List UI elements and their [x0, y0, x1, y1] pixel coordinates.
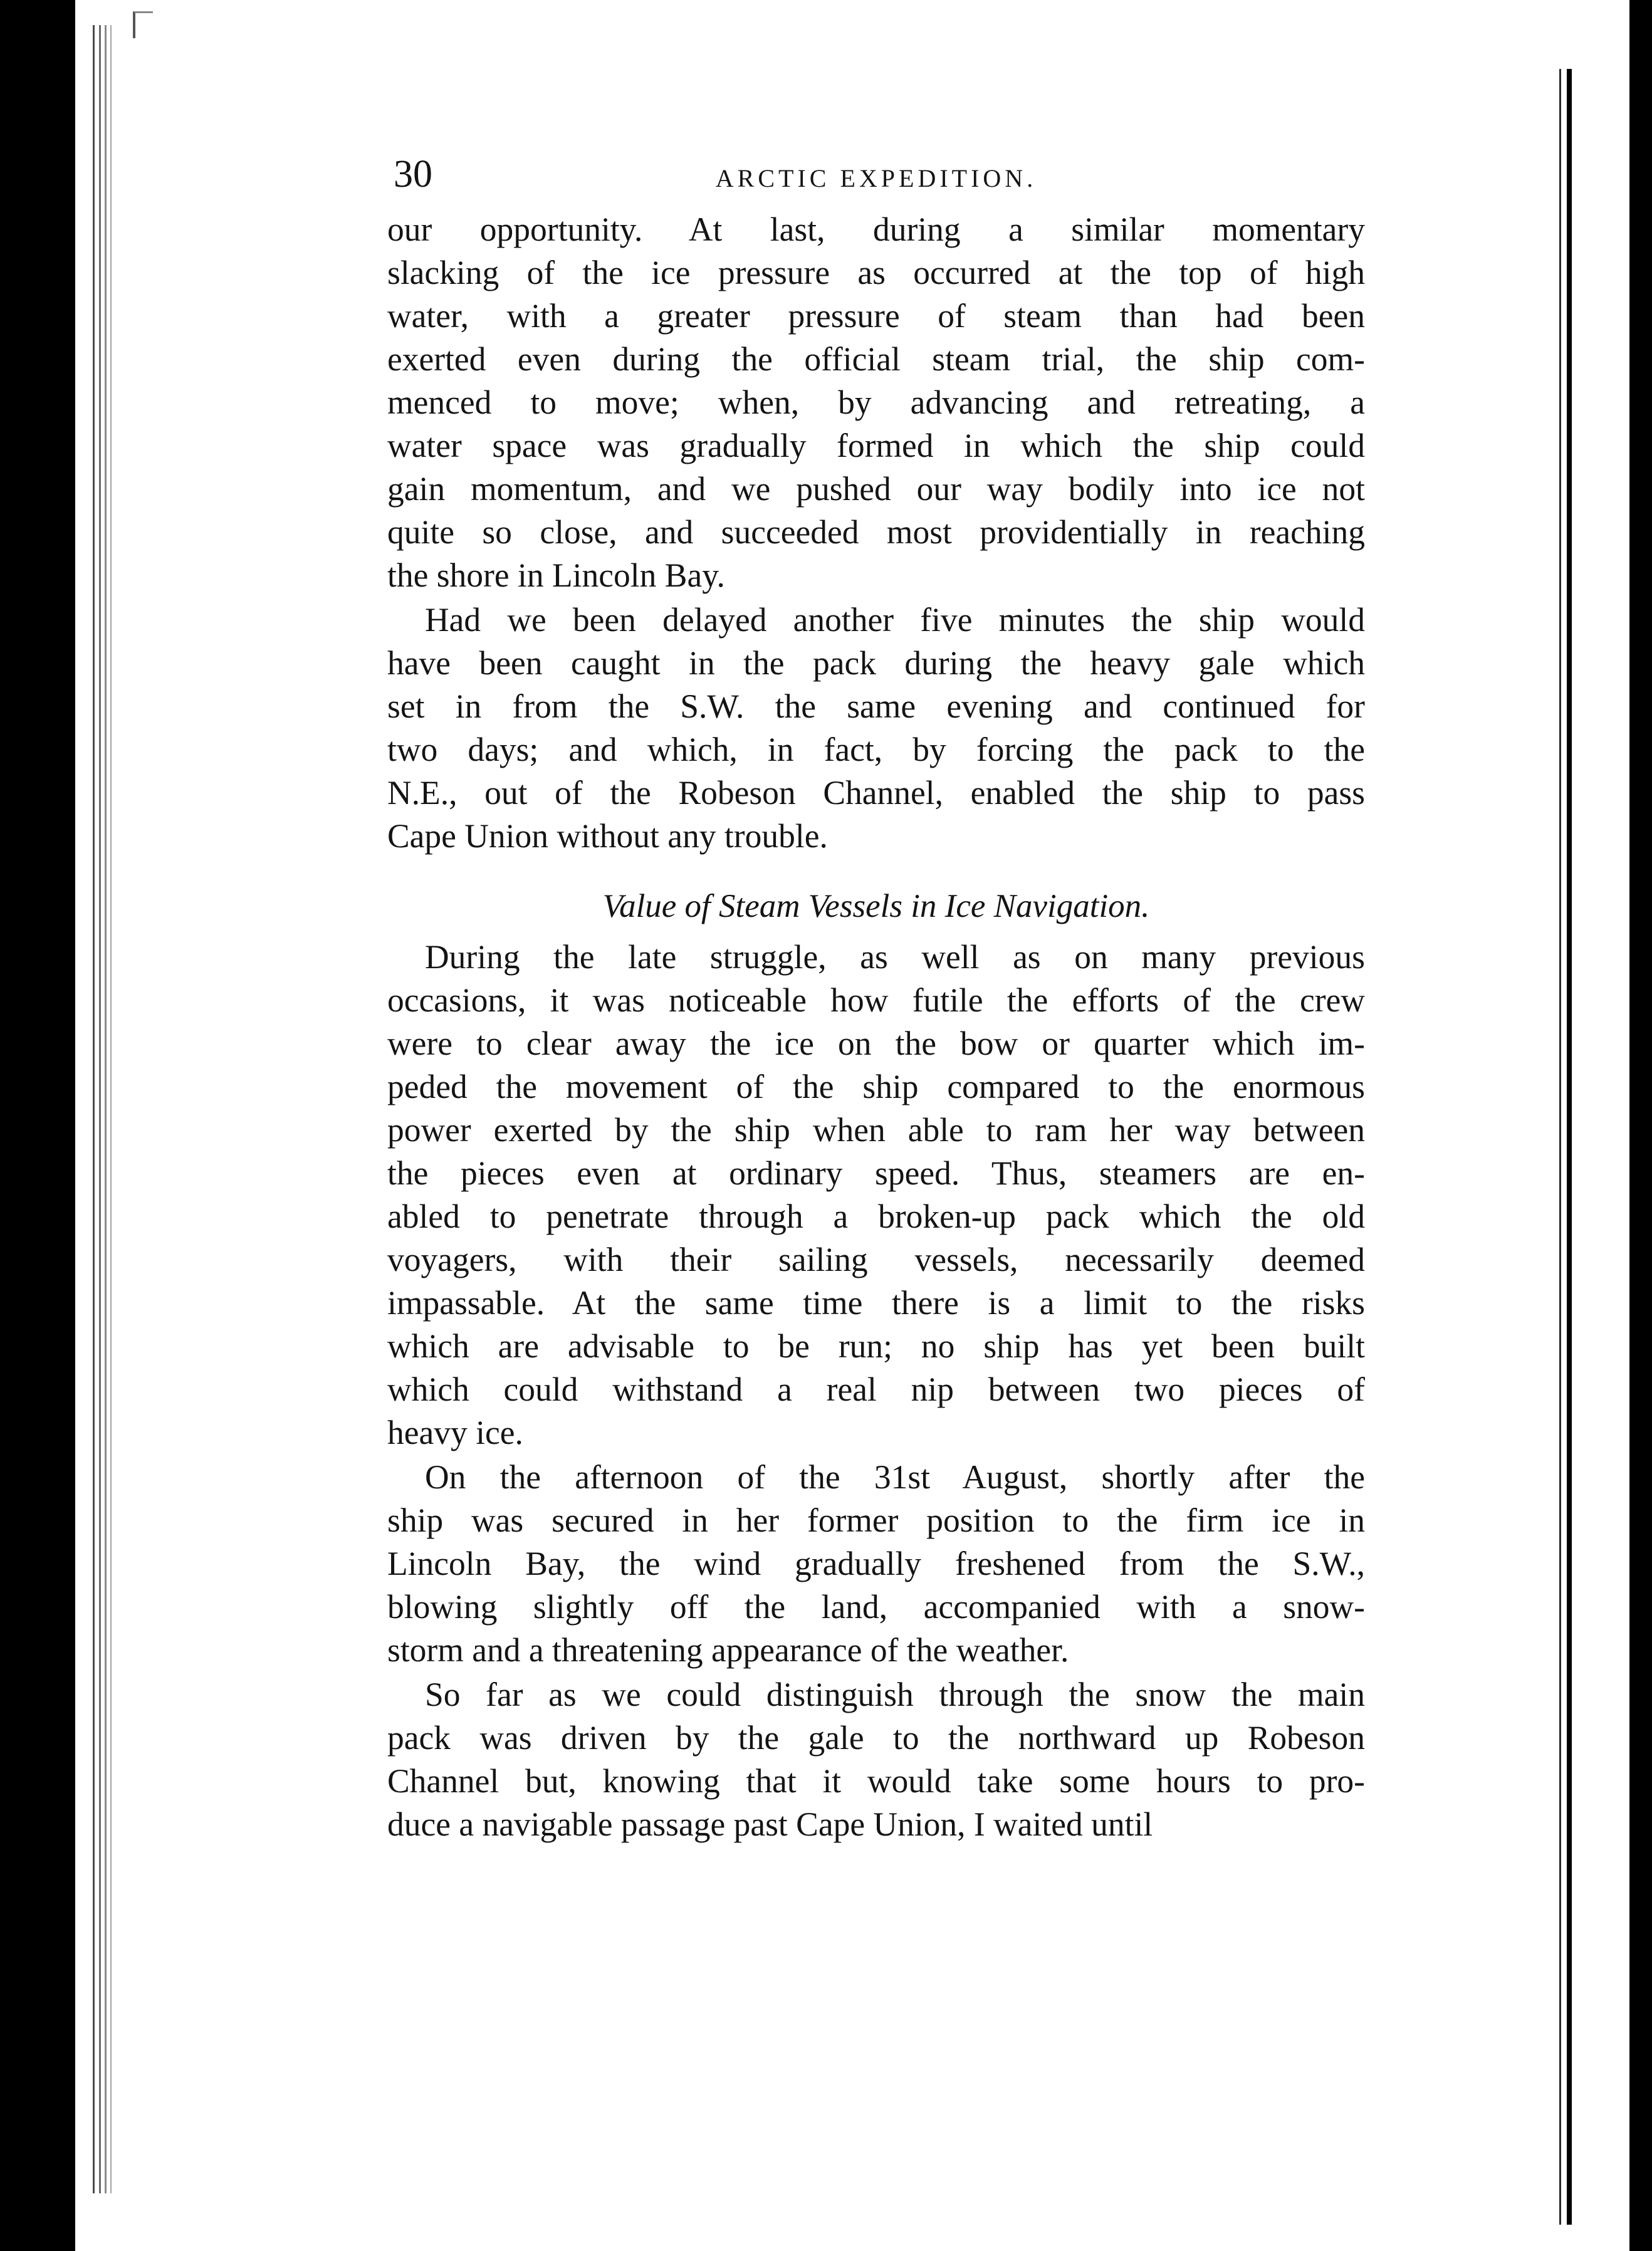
text-line: our opportunity. At last, during a similar momentary [387, 211, 1365, 248]
running-head: ARCTIC EXPEDITION. [715, 164, 1037, 192]
text-line: abled to penetrate through a broken-up pack which the old [387, 1198, 1365, 1235]
page-edge-line [110, 25, 112, 2193]
text-line: water space was gradually formed in which the ship could [387, 427, 1365, 464]
text-line: which are advisable to be run; no ship has yet been built [387, 1327, 1365, 1365]
text-line: power exerted by the ship when able to ram her way between [387, 1111, 1365, 1149]
binding-edge [1567, 69, 1572, 2225]
text-line: gain momentum, and we pushed our way bodily into ice not [387, 470, 1365, 508]
text-line: N.E., out of the Robeson Channel, enabled the ship to pass [387, 774, 1365, 812]
text-line: occasions, it was noticeable how futile the efforts of the crew [387, 981, 1365, 1019]
text-line: slacking of the ice pressure as occurred at the top of high [387, 254, 1365, 291]
text-line: menced to move; when, by advancing and retreating, a [387, 384, 1365, 421]
section-heading: Value of Steam Vessels in Ice Navigation. [602, 888, 1150, 924]
text-line: ship was secured in her former position to the firm ice in [387, 1502, 1365, 1539]
text-line: quite so close, and succeeded most providentially in reaching [387, 513, 1365, 551]
text-line: the shore in Lincoln Bay. [387, 556, 725, 594]
page-edge-line [105, 25, 107, 2193]
text-line: duce a navigable passage past Cape Union, I waited until [387, 1805, 1153, 1843]
text-line: exerted even during the official steam trial, the ship com- [387, 340, 1365, 378]
corner-mark [133, 11, 153, 38]
binding-edge-shadow [1559, 69, 1561, 2225]
text-line: Cape Union without any trouble. [387, 817, 828, 855]
text-line: heavy ice. [387, 1414, 523, 1451]
text-line: impassable. At the same time there is a limit to the risks [387, 1284, 1365, 1322]
text-line: were to clear away the ice on the bow or quarter which im- [387, 1025, 1365, 1062]
text-line: peded the movement of the ship compared to the enormous [387, 1068, 1365, 1105]
text-line: water, with a greater pressure of steam than had been [387, 297, 1365, 335]
page-number: 30 [394, 153, 432, 196]
text-line: Lincoln Bay, the wind gradually freshened from the S.W., [387, 1545, 1365, 1582]
section-body-text [387, 936, 1365, 1846]
text-line: So far as we could distinguish through the snow the main [425, 1676, 1365, 1713]
text-line: Channel but, knowing that it would take some hours to pro- [387, 1762, 1365, 1800]
text-line: During the late struggle, as well as on many previous [425, 938, 1365, 976]
text-line: voyagers, with their sailing vessels, necessarily deemed [387, 1241, 1365, 1278]
text-line: pack was driven by the gale to the northward up Robeson [387, 1719, 1365, 1757]
page-header [387, 149, 1365, 199]
page-edge-line [99, 25, 101, 2193]
paragraph [387, 208, 1365, 597]
text-line: blowing slightly off the land, accompanied with a snow- [387, 1588, 1365, 1626]
paragraph [387, 598, 1365, 858]
text-line: have been caught in the pack during the heavy gale which [387, 644, 1365, 682]
paragraph [387, 1673, 1365, 1846]
paragraph [387, 936, 1365, 1455]
text-line: two days; and which, in fact, by forcing the pack to the [387, 731, 1365, 768]
text-line: the pieces even at ordinary speed. Thus, steamers are en- [387, 1154, 1365, 1192]
text-line: which could withstand a real nip between two pieces of [387, 1371, 1365, 1408]
page-content [387, 149, 1365, 1846]
page-edge-line [93, 25, 95, 2193]
text-line: set in from the S.W. the same evening and continued for [387, 687, 1365, 725]
text-line: storm and a threatening appearance of the weather. [387, 1631, 1069, 1669]
body-text [387, 208, 1365, 858]
text-line: On the afternoon of the 31st August, shortly after the [425, 1458, 1365, 1496]
paragraph [387, 1456, 1365, 1672]
text-line: Had we been delayed another five minutes the ship would [425, 601, 1365, 639]
